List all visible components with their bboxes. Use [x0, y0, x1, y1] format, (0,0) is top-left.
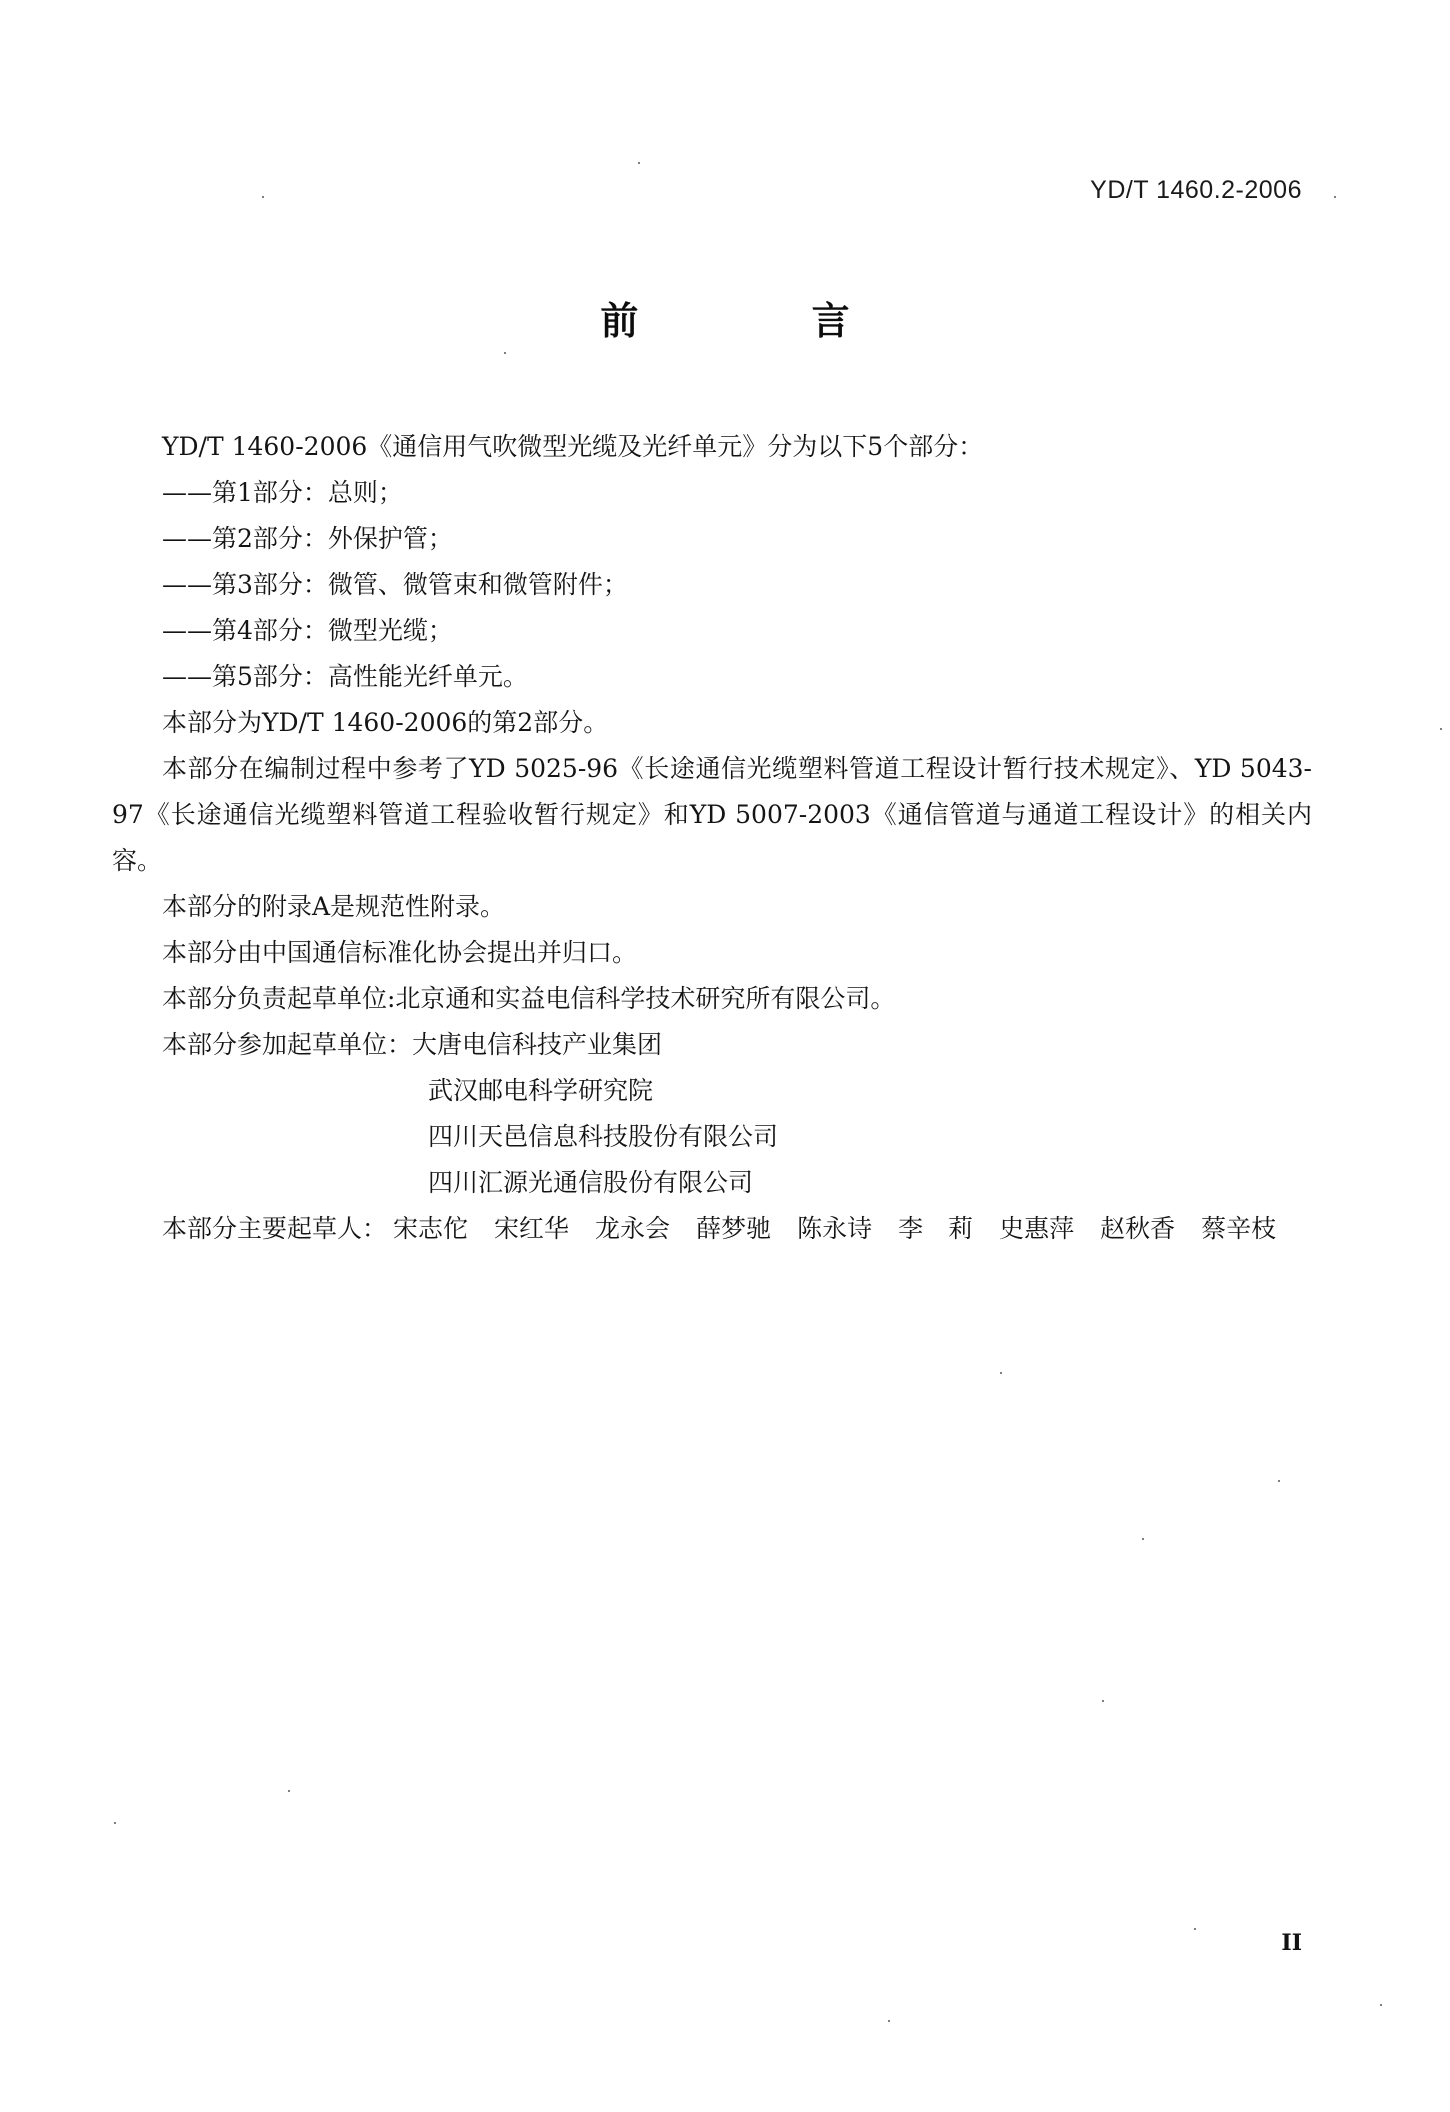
intro-paragraph: YD/T 1460-2006《通信用气吹微型光缆及光纤单元》分为以下5个部分：	[162, 432, 984, 461]
drafter-name: 史惠萍	[999, 1214, 1075, 1243]
foreword-body	[112, 424, 1312, 1252]
participating-units-paragraph	[112, 1022, 1312, 1068]
scan-speck	[288, 1790, 290, 1792]
part-item: ——第1部分：总则；	[162, 478, 403, 507]
scan-speck	[1278, 1480, 1280, 1482]
participating-unit: 四川天邑信息科技股份有限公司	[428, 1122, 779, 1151]
drafters-label: 本部分主要起草人：	[162, 1214, 388, 1243]
drafter-name: 宋志佗	[393, 1214, 469, 1243]
page-title: 前 言	[600, 299, 930, 343]
scan-speck	[888, 2020, 890, 2022]
scan-speck	[1440, 728, 1442, 730]
participating-label: 本部分参加起草单位：	[162, 1030, 413, 1059]
part-item: ——第4部分：微型光缆；	[162, 616, 453, 645]
drafter-name: 龙永会	[595, 1214, 671, 1243]
this-part-paragraph: 本部分为YD/T 1460-2006的第2部分。	[162, 708, 609, 737]
standard-code: YD/T 1460.2-2006	[1090, 176, 1302, 204]
scan-speck	[638, 162, 640, 164]
drafter-name: 宋红华	[494, 1214, 570, 1243]
page-number: II	[1281, 1930, 1302, 1956]
participating-unit: 四川汇源光通信股份有限公司	[428, 1168, 754, 1197]
annex-paragraph: 本部分的附录A是规范性附录。	[162, 892, 506, 921]
drafter-name: 赵秋香	[1100, 1214, 1176, 1243]
drafter-name: 李 莉	[898, 1214, 974, 1243]
drafter-name: 薛梦驰	[696, 1214, 772, 1243]
responsible-unit-paragraph: 本部分负责起草单位:北京通和实益电信科学技术研究所有限公司。	[162, 984, 896, 1013]
proposer-paragraph: 本部分由中国通信标准化协会提出并归口。	[162, 938, 638, 967]
scan-speck	[1380, 2004, 1382, 2006]
scan-speck	[1334, 196, 1336, 198]
drafter-name: 蔡辛枝	[1201, 1214, 1277, 1243]
part-item: ——第2部分：外保护管；	[162, 524, 453, 553]
participating-unit: 武汉邮电科学研究院	[428, 1076, 654, 1105]
references-paragraph: 本部分在编制过程中参考了YD 5025-96《长途通信光缆塑料管道工程设计暂行技术规定》、YD 5043-97《长途通信光缆塑料管道工程验收暂行规定》和YD 5007-2003《通信管道与通道工程设计》的相关内容。	[112, 754, 1312, 875]
participating-unit: 大唐电信科技产业集团	[412, 1030, 663, 1059]
scan-speck	[504, 352, 506, 354]
scan-speck	[1194, 1928, 1196, 1930]
scan-speck	[1000, 1372, 1002, 1374]
part-item: ——第5部分：高性能光纤单元。	[162, 662, 528, 691]
scan-speck	[262, 196, 264, 198]
drafter-name: 陈永诗	[797, 1214, 873, 1243]
scan-speck	[1142, 1538, 1144, 1540]
part-item: ——第3部分：微管、微管束和微管附件；	[162, 570, 628, 599]
scan-speck	[114, 1822, 116, 1824]
scan-speck	[1102, 1700, 1104, 1702]
drafters-paragraph	[112, 1206, 1312, 1252]
